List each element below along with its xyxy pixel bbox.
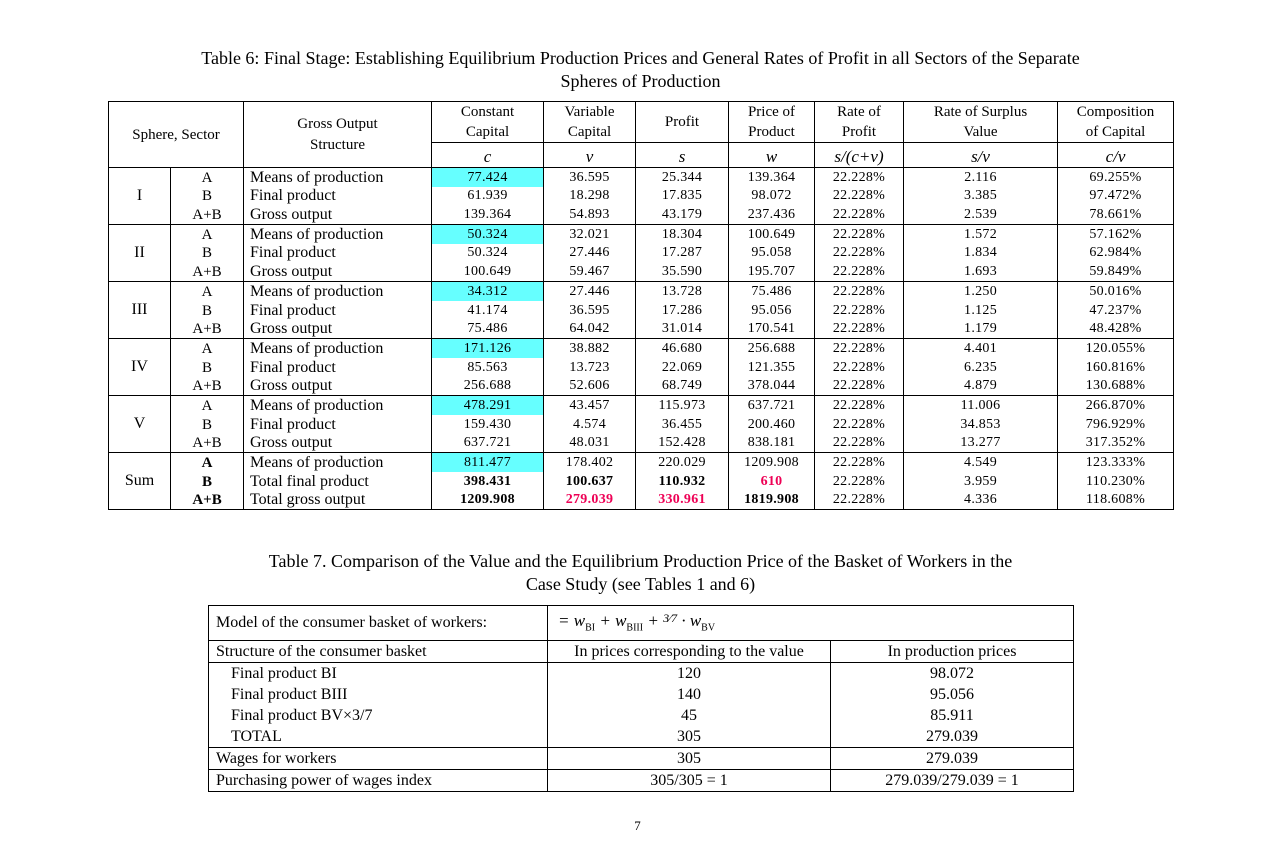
header-gross-output-line1: Gross Output	[297, 115, 378, 132]
index-price: 279.039/279.039 = 1	[831, 770, 1074, 792]
model-label: Model of the consumer basket of workers:	[209, 606, 548, 641]
cell-v: 13.723	[544, 358, 636, 377]
cell-v: 54.893	[544, 205, 636, 224]
cell-rp: 22.228%	[815, 187, 904, 206]
structure-label: Means of production	[244, 282, 432, 301]
table6-row	[109, 225, 1174, 244]
cell-rs: 3.385	[904, 187, 1058, 206]
cell-c: 41.174	[432, 301, 544, 320]
model-formula	[548, 606, 1074, 641]
symbol-composition: c/v	[1058, 143, 1174, 168]
cell-s: 46.680	[636, 339, 729, 358]
cell-rp: 22.228%	[815, 415, 904, 434]
table7-caption-line1: Table 7. Comparison of the Value and the Equilibrium Production Price of the Basket of Workers in the	[268, 551, 1013, 571]
cell-s: 25.344	[636, 168, 729, 187]
cell-rp: 22.228%	[815, 282, 904, 301]
cell-cc: 123.333%	[1058, 453, 1174, 472]
sphere-label: III	[109, 282, 171, 339]
header-constant-capital	[432, 102, 544, 143]
table6-row	[109, 244, 1174, 263]
cell-s: 110.932	[636, 472, 729, 491]
structure-label: Means of production	[244, 453, 432, 472]
structure-label: Gross output	[244, 434, 432, 453]
structure-label: Means of production	[244, 396, 432, 415]
cell-rp: 22.228%	[815, 225, 904, 244]
col-header-structure: Structure of the consumer basket	[209, 641, 548, 663]
cell-rs: 1.693	[904, 262, 1058, 281]
table7-row	[209, 684, 1074, 705]
formula-sub2: BIII	[626, 622, 644, 634]
row-label: Final product BIII	[209, 684, 548, 705]
cell-rp: 22.228%	[815, 472, 904, 491]
cell-rs: 11.006	[904, 396, 1058, 415]
cell-w: 237.436	[729, 205, 815, 224]
header-v-line1: Variable	[564, 104, 615, 120]
cell-cc: 48.428%	[1058, 320, 1174, 339]
row-price: 85.911	[831, 705, 1074, 726]
cell-rs: 1.250	[904, 282, 1058, 301]
cell-c: 75.486	[432, 320, 544, 339]
table6-row	[109, 168, 1174, 187]
structure-label: Gross output	[244, 205, 432, 224]
cell-w: 256.688	[729, 339, 815, 358]
cell-w: 121.355	[729, 358, 815, 377]
cell-rs: 13.277	[904, 434, 1058, 453]
cell-s: 220.029	[636, 453, 729, 472]
header-cc-line1: Composition	[1076, 104, 1155, 120]
table6-row	[109, 301, 1174, 320]
formula-fraction: 3⁄7	[663, 610, 678, 625]
table6-row	[109, 491, 1174, 510]
cell-s: 18.304	[636, 225, 729, 244]
cell-rp: 22.228%	[815, 453, 904, 472]
cell-rs: 4.879	[904, 377, 1058, 396]
cell-rp: 22.228%	[815, 205, 904, 224]
cell-w: 195.707	[729, 262, 815, 281]
cell-v: 64.042	[544, 320, 636, 339]
cell-w: 610	[729, 472, 815, 491]
cell-rs: 1.572	[904, 225, 1058, 244]
cell-rp: 22.228%	[815, 262, 904, 281]
cell-rs: 3.959	[904, 472, 1058, 491]
header-gross-output-structure	[244, 102, 432, 168]
cell-rs: 1.834	[904, 244, 1058, 263]
cell-rs: 6.235	[904, 358, 1058, 377]
cell-c: 61.939	[432, 187, 544, 206]
table6-row	[109, 282, 1174, 301]
cell-v: 52.606	[544, 377, 636, 396]
header-sphere-sector: Sphere, Sector	[109, 102, 244, 168]
sector-label: B	[171, 415, 244, 434]
sector-label: A+B	[171, 205, 244, 224]
header-w-line1: Price of	[747, 104, 796, 120]
row-value: 45	[548, 705, 831, 726]
row-price: 95.056	[831, 684, 1074, 705]
cell-w: 838.181	[729, 434, 815, 453]
cell-cc: 266.870%	[1058, 396, 1174, 415]
structure-label: Final product	[244, 244, 432, 263]
sector-label: A	[171, 225, 244, 244]
row-label: TOTAL	[209, 726, 548, 748]
cell-c: 77.424	[432, 168, 544, 187]
cell-s: 330.961	[636, 491, 729, 510]
cell-c: 34.312	[432, 282, 544, 301]
cell-rp: 22.228%	[815, 377, 904, 396]
header-v-line2: Capital	[567, 124, 612, 140]
cell-rp: 22.228%	[815, 320, 904, 339]
table6-row	[109, 472, 1174, 491]
structure-label: Final product	[244, 358, 432, 377]
cell-w: 95.056	[729, 301, 815, 320]
formula-dot: ·	[677, 610, 690, 630]
table7-row	[209, 705, 1074, 726]
cell-c: 256.688	[432, 377, 544, 396]
cell-w: 1819.908	[729, 491, 815, 510]
structure-label: Total gross output	[244, 491, 432, 510]
cell-v: 18.298	[544, 187, 636, 206]
cell-s: 17.835	[636, 187, 729, 206]
header-price-of-product	[729, 102, 815, 143]
cell-c: 398.431	[432, 472, 544, 491]
header-cc-line2: of Capital	[1085, 124, 1146, 140]
cell-rp: 22.228%	[815, 358, 904, 377]
cell-cc: 130.688%	[1058, 377, 1174, 396]
formula-plus1: +	[595, 610, 616, 630]
table7-header-row	[209, 641, 1074, 663]
cell-cc: 110.230%	[1058, 472, 1174, 491]
header-c-line2: Capital	[465, 124, 510, 140]
row-price: 98.072	[831, 663, 1074, 685]
cell-v: 36.595	[544, 301, 636, 320]
formula-sub3: BV	[701, 622, 716, 634]
structure-label: Gross output	[244, 262, 432, 281]
symbol-w: w	[729, 143, 815, 168]
sector-label: B	[171, 187, 244, 206]
header-rs-line2: Value	[963, 124, 998, 140]
sphere-label: IV	[109, 339, 171, 396]
header-profit: Profit	[636, 102, 729, 143]
cell-s: 31.014	[636, 320, 729, 339]
cell-s: 152.428	[636, 434, 729, 453]
cell-w: 378.044	[729, 377, 815, 396]
cell-v: 59.467	[544, 262, 636, 281]
structure-label: Final product	[244, 187, 432, 206]
table6-row	[109, 434, 1174, 453]
cell-rs: 4.336	[904, 491, 1058, 510]
cell-s: 35.590	[636, 262, 729, 281]
cell-c: 159.430	[432, 415, 544, 434]
table6-row	[109, 320, 1174, 339]
cell-s: 115.973	[636, 396, 729, 415]
cell-v: 27.446	[544, 244, 636, 263]
symbol-rate-profit: s/(c+v)	[815, 143, 904, 168]
header-rp-line2: Profit	[841, 124, 877, 140]
row-label: Final product BI	[209, 663, 548, 685]
cell-w: 637.721	[729, 396, 815, 415]
sector-label: A+B	[171, 320, 244, 339]
header-rate-of-surplus	[904, 102, 1058, 143]
table6-row	[109, 262, 1174, 281]
cell-cc: 47.237%	[1058, 301, 1174, 320]
table6-caption-line2: Spheres of Production	[560, 71, 721, 91]
table7-model-row	[209, 606, 1074, 641]
table6-row	[109, 339, 1174, 358]
sector-label: A	[171, 168, 244, 187]
cell-w: 200.460	[729, 415, 815, 434]
cell-rs: 1.125	[904, 301, 1058, 320]
symbol-v: v	[544, 143, 636, 168]
cell-cc: 317.352%	[1058, 434, 1174, 453]
wages-value: 305	[548, 748, 831, 770]
structure-label: Final product	[244, 415, 432, 434]
table6-caption	[108, 47, 1173, 93]
cell-w: 1209.908	[729, 453, 815, 472]
table6-caption-line1: Table 6: Final Stage: Establishing Equilibrium Production Prices and General Rates of Profit in all Sectors of the Separate	[201, 48, 1080, 68]
cell-cc: 160.816%	[1058, 358, 1174, 377]
cell-w: 75.486	[729, 282, 815, 301]
header-rate-of-profit	[815, 102, 904, 143]
structure-label: Gross output	[244, 320, 432, 339]
cell-cc: 118.608%	[1058, 491, 1174, 510]
cell-c: 478.291	[432, 396, 544, 415]
col-header-value: In prices corresponding to the value	[548, 641, 831, 663]
cell-cc: 120.055%	[1058, 339, 1174, 358]
cell-rs: 4.549	[904, 453, 1058, 472]
cell-cc: 69.255%	[1058, 168, 1174, 187]
table7	[208, 605, 1074, 792]
table6-row	[109, 415, 1174, 434]
formula-w3: w	[689, 610, 702, 630]
cell-c: 1209.908	[432, 491, 544, 510]
cell-s: 36.455	[636, 415, 729, 434]
cell-rs: 4.401	[904, 339, 1058, 358]
header-composition	[1058, 102, 1174, 143]
cell-v: 27.446	[544, 282, 636, 301]
header-rs-line1: Rate of Surplus	[933, 104, 1028, 120]
sphere-label: I	[109, 168, 171, 225]
header-c-line1: Constant	[460, 104, 515, 120]
cell-v: 178.402	[544, 453, 636, 472]
cell-v: 4.574	[544, 415, 636, 434]
formula-w1: w	[573, 610, 586, 630]
table6-row	[109, 358, 1174, 377]
cell-w: 100.649	[729, 225, 815, 244]
table6-row	[109, 187, 1174, 206]
cell-v: 43.457	[544, 396, 636, 415]
cell-v: 32.021	[544, 225, 636, 244]
cell-rp: 22.228%	[815, 491, 904, 510]
table6-row	[109, 453, 1174, 472]
cell-rp: 22.228%	[815, 301, 904, 320]
header-gross-output-line2: Structure	[310, 136, 365, 153]
structure-label: Total final product	[244, 472, 432, 491]
cell-cc: 78.661%	[1058, 205, 1174, 224]
cell-rp: 22.228%	[815, 396, 904, 415]
cell-c: 85.563	[432, 358, 544, 377]
header-variable-capital	[544, 102, 636, 143]
row-value: 305	[548, 726, 831, 748]
cell-s: 68.749	[636, 377, 729, 396]
sphere-label: V	[109, 396, 171, 453]
page-number: 7	[634, 818, 641, 833]
cell-v: 48.031	[544, 434, 636, 453]
cell-cc: 50.016%	[1058, 282, 1174, 301]
sector-label: A	[171, 396, 244, 415]
sector-label: B	[171, 244, 244, 263]
header-w-line2: Product	[748, 124, 795, 140]
table6-header-row1	[109, 102, 1174, 143]
cell-s: 22.069	[636, 358, 729, 377]
structure-label: Final product	[244, 301, 432, 320]
cell-c: 139.364	[432, 205, 544, 224]
wages-label: Wages for workers	[209, 748, 548, 770]
col-header-production: In production prices	[831, 641, 1074, 663]
cell-cc: 62.984%	[1058, 244, 1174, 263]
sector-label: B	[171, 472, 244, 491]
index-value: 305/305 = 1	[548, 770, 831, 792]
table7-index-row	[209, 770, 1074, 792]
sphere-label: II	[109, 225, 171, 282]
sector-label: A+B	[171, 377, 244, 396]
table7-caption	[208, 550, 1073, 596]
structure-label: Means of production	[244, 225, 432, 244]
cell-v: 36.595	[544, 168, 636, 187]
sector-label: B	[171, 301, 244, 320]
cell-rp: 22.228%	[815, 434, 904, 453]
cell-cc: 59.849%	[1058, 262, 1174, 281]
cell-s: 43.179	[636, 205, 729, 224]
cell-v: 279.039	[544, 491, 636, 510]
sector-label: B	[171, 358, 244, 377]
cell-w: 170.541	[729, 320, 815, 339]
sector-label: A+B	[171, 434, 244, 453]
formula-w2: w	[615, 610, 627, 630]
cell-rp: 22.228%	[815, 244, 904, 263]
symbol-rate-surplus: s/v	[904, 143, 1058, 168]
structure-label: Means of production	[244, 339, 432, 358]
table7-row	[209, 663, 1074, 685]
table6	[108, 101, 1174, 510]
cell-c: 637.721	[432, 434, 544, 453]
structure-label: Gross output	[244, 377, 432, 396]
cell-v: 100.637	[544, 472, 636, 491]
sector-label: A+B	[171, 491, 244, 510]
cell-cc: 57.162%	[1058, 225, 1174, 244]
row-label: Final product BV×3/7	[209, 705, 548, 726]
formula-plus2: +	[643, 610, 664, 630]
cell-rs: 34.853	[904, 415, 1058, 434]
row-value: 140	[548, 684, 831, 705]
sphere-label: Sum	[109, 453, 171, 510]
cell-rs: 2.116	[904, 168, 1058, 187]
table7-row	[209, 726, 1074, 748]
cell-c: 811.477	[432, 453, 544, 472]
cell-cc: 97.472%	[1058, 187, 1174, 206]
table6-row	[109, 396, 1174, 415]
sector-label: A	[171, 282, 244, 301]
structure-label: Means of production	[244, 168, 432, 187]
cell-w: 95.058	[729, 244, 815, 263]
cell-rs: 2.539	[904, 205, 1058, 224]
cell-w: 139.364	[729, 168, 815, 187]
formula-eq: =	[558, 610, 574, 630]
wages-price: 279.039	[831, 748, 1074, 770]
table7-wages-row	[209, 748, 1074, 770]
sector-label: A	[171, 453, 244, 472]
cell-rp: 22.228%	[815, 168, 904, 187]
symbol-s: s	[636, 143, 729, 168]
table6-row	[109, 205, 1174, 224]
table6-row	[109, 377, 1174, 396]
table7-caption-line2: Case Study (see Tables 1 and 6)	[525, 574, 756, 594]
cell-rs: 1.179	[904, 320, 1058, 339]
sector-label: A+B	[171, 262, 244, 281]
cell-s: 17.286	[636, 301, 729, 320]
cell-c: 50.324	[432, 225, 544, 244]
cell-s: 13.728	[636, 282, 729, 301]
cell-v: 38.882	[544, 339, 636, 358]
cell-s: 17.287	[636, 244, 729, 263]
formula-sub1: BI	[585, 622, 596, 634]
cell-rp: 22.228%	[815, 339, 904, 358]
cell-w: 98.072	[729, 187, 815, 206]
symbol-c: c	[432, 143, 544, 168]
cell-c: 100.649	[432, 262, 544, 281]
cell-c: 50.324	[432, 244, 544, 263]
row-price: 279.039	[831, 726, 1074, 748]
index-label: Purchasing power of wages index	[209, 770, 548, 792]
sector-label: A	[171, 339, 244, 358]
header-rp-line1: Rate of	[837, 104, 881, 120]
row-value: 120	[548, 663, 831, 685]
cell-cc: 796.929%	[1058, 415, 1174, 434]
cell-c: 171.126	[432, 339, 544, 358]
